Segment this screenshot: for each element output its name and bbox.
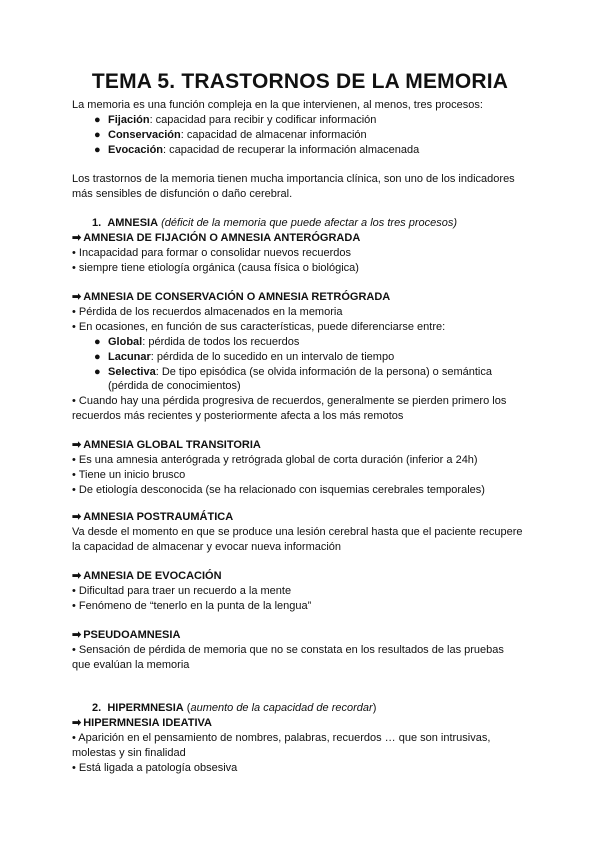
section-note: aumento de la capacidad de recordar [190,702,373,714]
paragraph-line: • De etiología desconocida (se ha relacionado con isquemias cerebrales temporales) [72,484,485,496]
bullet-icon: ● [94,114,101,126]
bullet-icon: ● [94,129,101,141]
section-heading-hipermnesia [92,701,376,715]
note-open: ( [186,702,191,714]
term: Fijación [108,114,150,126]
paragraph-line: • Tiene un inicio brusco [72,469,186,481]
subheading-text: AMNESIA DE CONSERVACIÓN O AMNESIA RETRÓGRADA [83,291,391,303]
note-close: ) [372,702,377,714]
intro-text: La memoria es una función compleja en la que intervienen, al menos, tres procesos: [72,99,483,111]
continuation-text: (pérdida de conocimientos) [108,380,241,392]
term: Global [108,336,143,348]
paragraph-line: la capacidad de almacenar y evocar nueva información [72,541,342,553]
paragraph-line: • Cuando hay una pérdida progresiva de recuerdos, generalmente se pierden primero los [72,395,507,407]
page-title: TEMA 5. TRASTORNOS DE LA MEMORIA [91,70,509,93]
arrow-right-icon: ➡ [72,629,82,641]
paragraph-line: • Es una amnesia anterógrada y retrógrada global de corta duración (inferior a 24h) [72,454,478,466]
arrow-right-icon: ➡ [72,570,82,582]
subheading-text: PSEUDOAMNESIA [83,629,181,641]
term-desc: : pérdida de lo sucedido en un intervalo de tiempo [150,351,395,363]
subheading-text: AMNESIA GLOBAL TRANSITORIA [83,439,261,451]
term-desc: : capacidad para recibir y codificar información [149,114,377,126]
arrow-right-icon: ➡ [72,232,82,244]
subheading-pseudo [72,628,180,642]
bullet-icon: ● [94,336,101,348]
section-number: 1. [92,217,102,229]
paragraph-line: • Incapacidad para formar o consolidar nuevos recuerdos [72,247,352,259]
paragraph-line: • Fenómeno de “tenerlo en la punta de la lengua” [72,600,312,612]
subheading-text: HIPERMNESIA IDEATIVA [83,717,212,729]
arrow-right-icon: ➡ [72,511,82,523]
subheading-retrograde [72,290,390,304]
subheading-text: AMNESIA DE EVOCACIÓN [83,570,222,582]
bullet-icon: ● [94,144,101,156]
paragraph-line: • Aparición en el pensamiento de nombres, palabras, recuerdos … que son intrusivas, [72,732,491,744]
subheading-anterograde [72,231,360,245]
subheading-ideativa [72,716,212,730]
term-desc: : De tipo episódica (se olvida información de la persona) o semántica [155,366,492,378]
section-title: HIPERMNESIA [107,702,184,714]
paragraph-line: Va desde el momento en que se produce una lesión cerebral hasta que el paciente recupere [72,526,523,538]
subheading-posttraumatic [72,510,233,524]
subheading-text: AMNESIA DE FIJACIÓN O AMNESIA ANTERÓGRADA [83,232,361,244]
paragraph-line: molestas y sin finalidad [72,747,186,759]
paragraph-line: • siempre tiene etiología orgánica (causa física o biológica) [72,262,359,274]
term-desc: : capacidad de recuperar la información almacenada [163,144,420,156]
term: Selectiva [108,366,156,378]
bullet-icon: ● [94,351,101,363]
paragraph-line: • Pérdida de los recuerdos almacenados en la memoria [72,306,343,318]
term-desc: : pérdida de todos los recuerdos [142,336,300,348]
section-note: (déficit de la memoria que puede afectar a los tres procesos) [161,217,458,229]
section-heading-amnesia [92,216,457,230]
subheading-evocation [72,569,222,583]
subheading-transient [72,438,261,452]
term: Evocación [108,144,164,156]
paragraph-line: • En ocasiones, en función de sus características, puede diferenciarse entre: [72,321,446,333]
subheading-text: AMNESIA POSTRAUMÁTICA [83,511,234,523]
bullet-icon: ● [94,366,101,378]
term: Conservación [108,129,181,141]
paragraph-line: • Sensación de pérdida de memoria que no se constata en los resultados de las pruebas [72,644,504,656]
paragraph-line: Los trastornos de la memoria tienen mucha importancia clínica, son uno de los indicadores [72,173,515,185]
arrow-right-icon: ➡ [72,717,82,729]
section-title: AMNESIA [107,217,159,229]
term: Lacunar [108,351,151,363]
paragraph-line: recuerdos más recientes y posteriormente afecta a los más remotos [72,410,404,422]
arrow-right-icon: ➡ [72,439,82,451]
arrow-right-icon: ➡ [72,291,82,303]
paragraph-line: más sensibles de disfunción o daño cerebral. [72,188,293,200]
section-number: 2. [92,702,102,714]
paragraph-line: • Está ligada a patología obsesiva [72,762,238,774]
term-desc: : capacidad de almacenar información [180,129,367,141]
paragraph-line: que evalúan la memoria [72,659,190,671]
paragraph-line: • Dificultad para traer un recuerdo a la mente [72,585,292,597]
